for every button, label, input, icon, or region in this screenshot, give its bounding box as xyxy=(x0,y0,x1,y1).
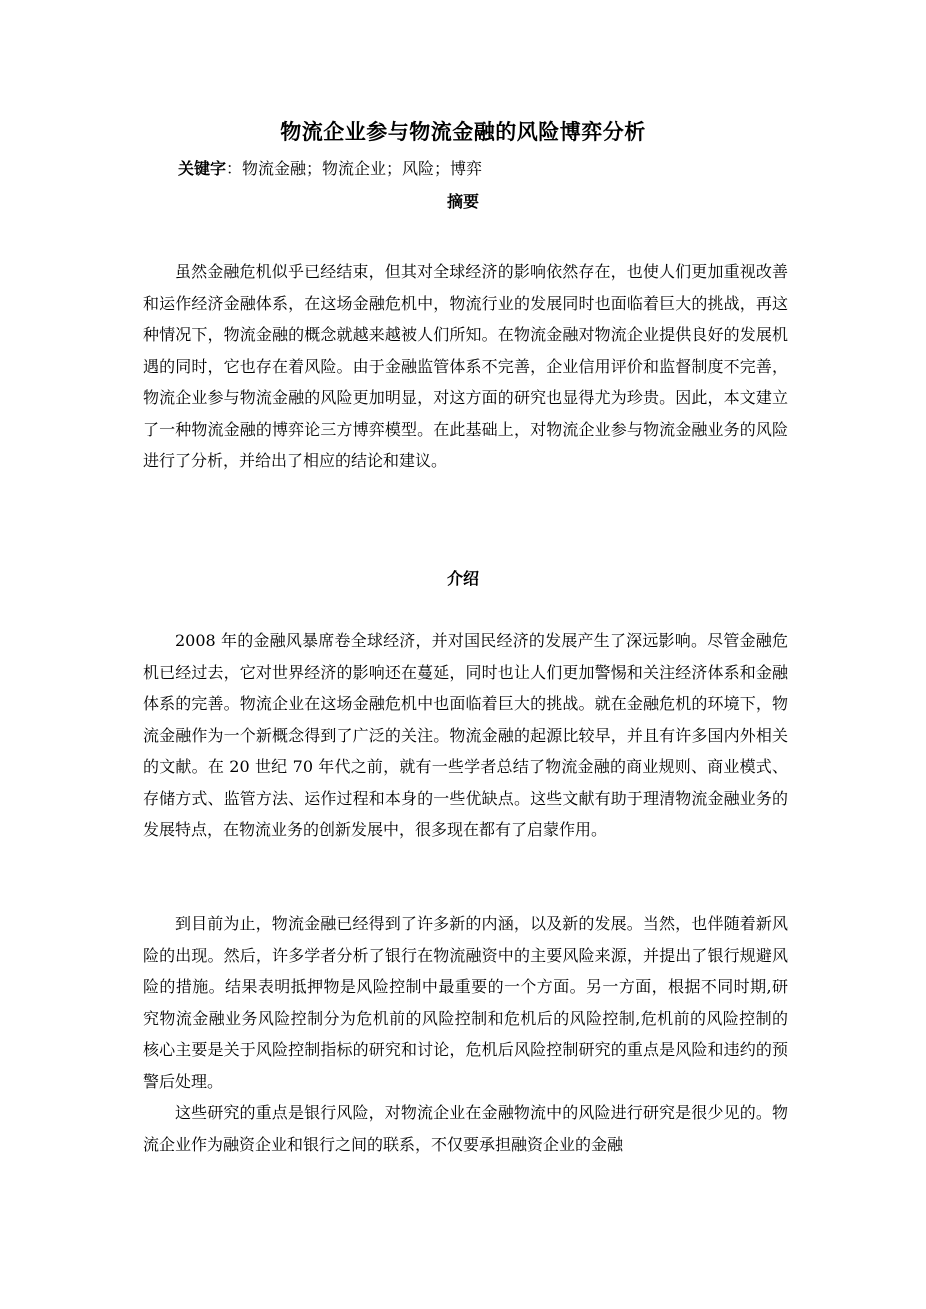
document-title: 物流企业参与物流金融的风险博弈分析 xyxy=(280,119,646,144)
introduction-paragraph-2: 到目前为止，物流金融已经得到了许多新的内涵，以及新的发展。当然，也伴随着新风险的出现。然后，许多学者分析了银行在物流融资中的主要风险来源，并提出了银行规避风险的措施。结果表明抵押物是风险控制中最重要的一个方面。另一方面，根据不同时期,研究物流金融业务风险控制分为危机前的风险控制和危机后的风险控制,危机前的风险控制的核心主要是关于风险控制指标的研究和讨论，危机后风险控制研究的重点是风险和违约的预警后处理。 xyxy=(143,914,788,1091)
introduction-paragraph-3: 这些研究的重点是银行风险，对物流企业在金融物流中的风险进行研究是很少见的。物流企业作为融资企业和银行之间的联系，不仅要承担融资企业的金融 xyxy=(143,1103,788,1154)
introduction-heading: 介绍 xyxy=(446,569,479,588)
introduction-paragraph-1: 2008 年的金融风暴席卷全球经济，并对国民经济的发展产生了深远影响。尽管金融危机已经过去，它对世界经济的影响还在蔓延，同时也让人们更加警惕和关注经济体系和金融体系的完善。物流企业在这场金融危机中也面临着巨大的挑战。就在金融危机的环境下，物流金融作为一个新概念得到了广泛的关注。物流金融的起源比较早，并且有许多国内外相关的文献。在 20 世纪 70 年代之前，就有一些学者总结了物流金融的商业规则、商业模式、存储方式、监管方法、运作过程和本身的一些优缺点。这些文献有助于理清物流金融业务的发展特点，在物流业务的创新发展中，很多现在都有了启蒙作用。 xyxy=(143,631,788,839)
abstract-heading: 摘要 xyxy=(446,192,479,211)
keywords-value: ：物流金融；物流企业；风险；博弈 xyxy=(226,159,483,178)
abstract-paragraph: 虽然金融危机似乎已经结束，但其对全球经济的影响依然存在，也使人们更加重视改善和运作经济金融体系，在这场金融危机中，物流行业的发展同时也面临着巨大的挑战，再这种情况下，物流金融的概念就越来越被人们所知。在物流金融对物流企业提供良好的发展机遇的同时，它也存在着风险。由于金融监管体系不完善，企业信用评价和监督制度不完善，物流企业参与物流金融的风险更加明显，对这方面的研究也显得尤为珍贵。因此，本文建立了一种物流金融的博弈论三方博弈模型。在此基础上，对物流企业参与物流金融业务的风险进行了分析，并给出了相应的结论和建议。 xyxy=(143,262,788,470)
keywords-label: 关键字 xyxy=(178,159,227,178)
keywords-line xyxy=(178,155,482,183)
